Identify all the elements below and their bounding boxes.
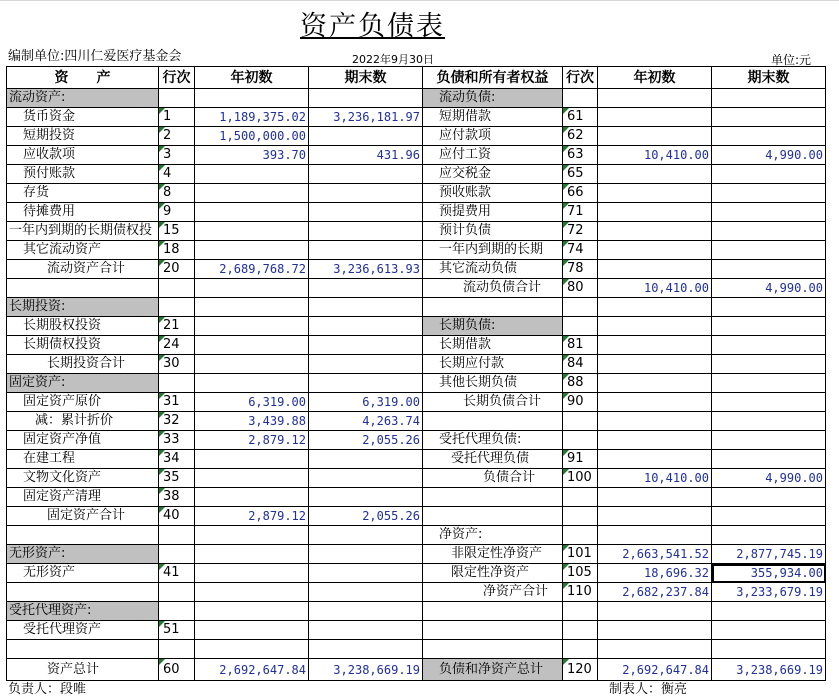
amount-cell[interactable] xyxy=(309,279,423,298)
line-number-cell[interactable]: 120 xyxy=(563,659,598,681)
line-number-cell[interactable]: 80 xyxy=(563,279,598,298)
line-number-cell[interactable]: 101 xyxy=(563,545,598,564)
amount-cell[interactable] xyxy=(712,203,826,222)
line-number-cell[interactable] xyxy=(563,431,598,450)
liability-item-cell[interactable]: 其它流动负债 xyxy=(423,260,563,279)
amount-cell[interactable] xyxy=(195,298,309,317)
table-row xyxy=(7,412,826,431)
line-number-cell[interactable]: 110 xyxy=(563,583,598,602)
header-row xyxy=(7,67,826,89)
asset-item-cell[interactable] xyxy=(7,526,159,545)
amount-cell[interactable] xyxy=(195,203,309,222)
asset-item-cell[interactable]: 长期股权投资 xyxy=(7,317,159,336)
amount-cell[interactable] xyxy=(195,488,309,507)
amount-cell[interactable] xyxy=(598,298,712,317)
line-number-cell[interactable] xyxy=(563,602,598,621)
line-number-cell[interactable]: 20 xyxy=(159,260,195,279)
amount-cell[interactable]: 431.96 xyxy=(309,146,423,165)
asset-item-cell[interactable]: 无形资产 xyxy=(7,564,159,583)
amount-cell[interactable] xyxy=(195,89,309,108)
amount-cell[interactable] xyxy=(712,374,826,393)
table-row xyxy=(7,298,826,317)
line-number-cell[interactable] xyxy=(563,621,598,640)
amount-cell[interactable] xyxy=(195,165,309,184)
line-number-cell[interactable]: 32 xyxy=(159,412,195,431)
amount-cell[interactable] xyxy=(712,184,826,203)
asset-item-cell[interactable]: 短期投资 xyxy=(7,127,159,146)
line-number-cell[interactable]: 78 xyxy=(563,260,598,279)
table-row xyxy=(7,450,826,469)
amount-cell[interactable] xyxy=(598,507,712,526)
asset-item-cell[interactable]: 受托代理资产: xyxy=(7,602,159,621)
line-number-cell[interactable]: 90 xyxy=(563,393,598,412)
line-number-cell[interactable]: 8 xyxy=(159,184,195,203)
amount-cell[interactable] xyxy=(195,602,309,621)
line-number-cell[interactable]: 91 xyxy=(563,450,598,469)
amount-cell[interactable] xyxy=(598,526,712,545)
amount-cell[interactable]: 2,689,768.72 xyxy=(195,260,309,279)
amount-cell[interactable] xyxy=(712,621,826,640)
asset-item-cell[interactable]: 流动资产: xyxy=(7,89,159,108)
asset-item-cell[interactable]: 存货 xyxy=(7,184,159,203)
table-row xyxy=(7,583,826,602)
amount-cell[interactable] xyxy=(712,336,826,355)
line-number-cell[interactable]: 63 xyxy=(563,146,598,165)
liability-item-cell[interactable] xyxy=(423,412,563,431)
amount-cell[interactable] xyxy=(309,621,423,640)
liability-item-cell[interactable]: 预收账款 xyxy=(423,184,563,203)
amount-cell[interactable] xyxy=(598,602,712,621)
liability-item-cell[interactable]: 应交税金 xyxy=(423,165,563,184)
amount-cell[interactable] xyxy=(712,260,826,279)
line-number-cell[interactable]: 84 xyxy=(563,355,598,374)
liability-item-cell[interactable]: 长期应付款 xyxy=(423,355,563,374)
line-number-cell[interactable] xyxy=(159,602,195,621)
line-number-cell[interactable] xyxy=(563,507,598,526)
line-number-cell[interactable] xyxy=(563,89,598,108)
line-number-cell[interactable]: 4 xyxy=(159,165,195,184)
report-date: 2022年9月30日 xyxy=(352,53,434,66)
line-number-cell[interactable]: 61 xyxy=(563,108,598,127)
amount-cell[interactable] xyxy=(598,108,712,127)
amount-cell[interactable]: 10,410.00 xyxy=(598,146,712,165)
line-number-cell[interactable] xyxy=(159,526,195,545)
amount-cell[interactable]: 6,319.00 xyxy=(195,393,309,412)
line-number-cell[interactable]: 65 xyxy=(563,165,598,184)
line-number-cell[interactable]: 72 xyxy=(563,222,598,241)
line-number-cell[interactable] xyxy=(159,545,195,564)
amount-cell[interactable] xyxy=(195,279,309,298)
asset-item-cell[interactable]: 货币资金 xyxy=(7,108,159,127)
liability-item-cell[interactable]: 流动负债合计 xyxy=(423,279,563,298)
amount-cell[interactable] xyxy=(195,640,309,659)
amount-cell[interactable] xyxy=(309,488,423,507)
amount-cell[interactable] xyxy=(598,241,712,260)
amount-cell[interactable] xyxy=(195,184,309,203)
amount-cell[interactable] xyxy=(195,317,309,336)
liability-item-cell[interactable]: 长期负债: xyxy=(423,317,563,336)
line-number-cell[interactable]: 24 xyxy=(159,336,195,355)
amount-cell[interactable] xyxy=(309,222,423,241)
amount-cell[interactable]: 1,500,000.00 xyxy=(195,127,309,146)
amount-cell[interactable] xyxy=(712,488,826,507)
amount-cell[interactable] xyxy=(309,545,423,564)
amount-cell[interactable] xyxy=(195,336,309,355)
line-number-cell[interactable]: 41 xyxy=(159,564,195,583)
line-number-cell[interactable] xyxy=(563,412,598,431)
line-number-cell[interactable]: 15 xyxy=(159,222,195,241)
table-row xyxy=(7,336,826,355)
liability-item-cell[interactable] xyxy=(423,298,563,317)
amount-cell[interactable] xyxy=(195,355,309,374)
amount-cell[interactable] xyxy=(598,317,712,336)
liability-item-cell[interactable]: 长期负债合计 xyxy=(423,393,563,412)
table-row xyxy=(7,469,826,488)
line-number-cell[interactable] xyxy=(159,583,195,602)
amount-cell[interactable] xyxy=(712,355,826,374)
line-number-cell[interactable]: 33 xyxy=(159,431,195,450)
asset-item-cell[interactable]: 受托代理资产 xyxy=(7,621,159,640)
amount-cell[interactable]: 355,934.00 xyxy=(712,564,826,583)
amount-cell[interactable] xyxy=(598,89,712,108)
table-row xyxy=(7,89,826,108)
asset-item-cell[interactable] xyxy=(7,640,159,659)
table-row xyxy=(7,507,826,526)
amount-cell[interactable]: 2,682,237.84 xyxy=(598,583,712,602)
amount-cell[interactable] xyxy=(598,203,712,222)
table-row xyxy=(7,127,826,146)
amount-cell[interactable] xyxy=(309,602,423,621)
amount-cell[interactable]: 10,410.00 xyxy=(598,469,712,488)
currency-unit: 单位:元 xyxy=(771,53,812,67)
asset-item-cell[interactable]: 固定资产清理 xyxy=(7,488,159,507)
amount-cell[interactable] xyxy=(712,317,826,336)
line-number-cell[interactable]: 18 xyxy=(159,241,195,260)
liability-item-cell[interactable]: 一年内到期的长期 xyxy=(423,241,563,260)
liability-item-cell[interactable]: 净资产合计 xyxy=(423,583,563,602)
page-title: 资产负债表 xyxy=(300,11,445,42)
asset-item-cell[interactable]: 预付账款 xyxy=(7,165,159,184)
amount-cell[interactable] xyxy=(195,241,309,260)
amount-cell[interactable] xyxy=(309,298,423,317)
amount-cell[interactable] xyxy=(309,450,423,469)
line-number-cell[interactable] xyxy=(159,279,195,298)
liability-item-cell[interactable]: 非限定性净资产 xyxy=(423,545,563,564)
amount-cell[interactable] xyxy=(712,412,826,431)
col-header-line-no-2[interactable]: 行次 xyxy=(563,67,598,89)
amount-cell[interactable] xyxy=(309,317,423,336)
amount-cell[interactable] xyxy=(598,165,712,184)
amount-cell[interactable]: 3,236,613.93 xyxy=(309,260,423,279)
amount-cell[interactable] xyxy=(598,374,712,393)
col-header-line-no[interactable]: 行次 xyxy=(159,67,195,89)
asset-item-cell[interactable]: 长期投资: xyxy=(7,298,159,317)
amount-cell[interactable] xyxy=(712,602,826,621)
amount-cell[interactable]: 10,410.00 xyxy=(598,279,712,298)
amount-cell[interactable]: 2,877,745.19 xyxy=(712,545,826,564)
preparer: 制表人：衡亮 xyxy=(609,682,688,697)
amount-cell[interactable] xyxy=(712,431,826,450)
amount-cell[interactable] xyxy=(309,89,423,108)
asset-item-cell[interactable]: 在建工程 xyxy=(7,450,159,469)
amount-cell[interactable] xyxy=(598,431,712,450)
amount-cell[interactable] xyxy=(598,412,712,431)
line-number-cell[interactable]: 81 xyxy=(563,336,598,355)
asset-item-cell[interactable]: 其它流动资产 xyxy=(7,241,159,260)
col-header-end-2[interactable]: 期末数 xyxy=(712,67,826,89)
asset-item-cell[interactable]: 流动资产合计 xyxy=(7,260,159,279)
liability-item-cell[interactable]: 负债合计 xyxy=(423,469,563,488)
amount-cell[interactable] xyxy=(195,222,309,241)
amount-cell[interactable] xyxy=(195,374,309,393)
amount-cell[interactable] xyxy=(712,450,826,469)
line-number-cell[interactable] xyxy=(159,298,195,317)
amount-cell[interactable]: 2,879.12 xyxy=(195,507,309,526)
balance-sheet-table xyxy=(6,66,826,681)
line-number-cell[interactable]: 2 xyxy=(159,127,195,146)
line-number-cell[interactable]: 60 xyxy=(159,659,195,681)
table-row xyxy=(7,621,826,640)
asset-item-cell[interactable]: 固定资产合计 xyxy=(7,507,159,526)
amount-cell[interactable]: 393.70 xyxy=(195,146,309,165)
line-number-cell[interactable] xyxy=(563,640,598,659)
table-row xyxy=(7,640,826,659)
amount-cell[interactable] xyxy=(195,621,309,640)
table-row xyxy=(7,355,826,374)
amount-cell[interactable] xyxy=(309,165,423,184)
table-row xyxy=(7,222,826,241)
amount-cell[interactable]: 18,696.32 xyxy=(598,564,712,583)
table-row xyxy=(7,431,826,450)
col-header-begin[interactable]: 年初数 xyxy=(195,67,309,89)
line-number-cell[interactable]: 62 xyxy=(563,127,598,146)
asset-item-cell[interactable]: 一年内到期的长期债权投 xyxy=(7,222,159,241)
amount-cell[interactable] xyxy=(598,184,712,203)
amount-cell[interactable] xyxy=(195,564,309,583)
amount-cell[interactable]: 4,990.00 xyxy=(712,279,826,298)
asset-item-cell[interactable]: 固定资产原价 xyxy=(7,393,159,412)
liability-item-cell[interactable]: 流动负债: xyxy=(423,89,563,108)
liability-item-cell[interactable] xyxy=(423,621,563,640)
amount-cell[interactable] xyxy=(712,393,826,412)
line-number-cell[interactable] xyxy=(159,640,195,659)
liability-item-cell[interactable]: 应付款项 xyxy=(423,127,563,146)
line-number-cell[interactable] xyxy=(159,374,195,393)
line-number-cell[interactable]: 38 xyxy=(159,488,195,507)
line-number-cell[interactable] xyxy=(563,317,598,336)
line-number-cell[interactable]: 35 xyxy=(159,469,195,488)
table-row xyxy=(7,602,826,621)
amount-cell[interactable]: 3,236,181.97 xyxy=(309,108,423,127)
amount-cell[interactable]: 4,990.00 xyxy=(712,469,826,488)
table-row xyxy=(7,108,826,127)
asset-item-cell[interactable] xyxy=(7,583,159,602)
amount-cell[interactable] xyxy=(598,127,712,146)
line-number-cell[interactable] xyxy=(563,526,598,545)
asset-item-cell[interactable] xyxy=(7,279,159,298)
amount-cell[interactable] xyxy=(309,374,423,393)
asset-item-cell[interactable]: 长期债权投资 xyxy=(7,336,159,355)
line-number-cell[interactable] xyxy=(563,298,598,317)
line-number-cell[interactable]: 105 xyxy=(563,564,598,583)
amount-cell[interactable] xyxy=(712,241,826,260)
table-row xyxy=(7,659,826,681)
liability-item-cell[interactable]: 预计负债 xyxy=(423,222,563,241)
amount-cell[interactable] xyxy=(309,526,423,545)
table-row xyxy=(7,393,826,412)
table-row xyxy=(7,545,826,564)
amount-cell[interactable]: 3,238,669.19 xyxy=(309,659,423,681)
asset-item-cell[interactable]: 固定资产: xyxy=(7,374,159,393)
liability-item-cell[interactable] xyxy=(423,602,563,621)
amount-cell[interactable] xyxy=(598,260,712,279)
amount-cell[interactable] xyxy=(309,184,423,203)
asset-item-cell[interactable]: 长期投资合计 xyxy=(7,355,159,374)
asset-item-cell[interactable]: 资产总计 xyxy=(7,659,159,681)
amount-cell[interactable] xyxy=(712,89,826,108)
table-row xyxy=(7,317,826,336)
amount-cell[interactable] xyxy=(598,222,712,241)
line-number-cell[interactable]: 21 xyxy=(159,317,195,336)
table-row xyxy=(7,203,826,222)
col-header-assets[interactable]: 资 产 xyxy=(7,67,159,89)
table-row xyxy=(7,241,826,260)
amount-cell[interactable] xyxy=(598,488,712,507)
col-header-begin-2[interactable]: 年初数 xyxy=(598,67,712,89)
col-header-end[interactable]: 期末数 xyxy=(309,67,423,89)
amount-cell[interactable] xyxy=(712,108,826,127)
amount-cell[interactable] xyxy=(309,203,423,222)
amount-cell[interactable]: 2,055.26 xyxy=(309,507,423,526)
reporting-unit: 编制单位:四川仁爱医疗基金会 xyxy=(8,49,182,64)
amount-cell[interactable] xyxy=(309,355,423,374)
line-number-cell[interactable]: 3 xyxy=(159,146,195,165)
liability-item-cell[interactable]: 受托代理负债 xyxy=(423,450,563,469)
asset-item-cell[interactable]: 固定资产净值 xyxy=(7,431,159,450)
line-number-cell[interactable]: 9 xyxy=(159,203,195,222)
line-number-cell[interactable] xyxy=(563,488,598,507)
amount-cell[interactable]: 1,189,375.02 xyxy=(195,108,309,127)
amount-cell[interactable]: 2,692,647.84 xyxy=(598,659,712,681)
line-number-cell[interactable]: 100 xyxy=(563,469,598,488)
line-number-cell[interactable]: 1 xyxy=(159,108,195,127)
amount-cell[interactable] xyxy=(309,336,423,355)
asset-item-cell[interactable]: 无形资产: xyxy=(7,545,159,564)
amount-cell[interactable] xyxy=(309,583,423,602)
amount-cell[interactable] xyxy=(712,526,826,545)
table-row xyxy=(7,564,826,583)
liability-item-cell[interactable] xyxy=(423,640,563,659)
asset-item-cell[interactable]: 减：累计折价 xyxy=(7,412,159,431)
amount-cell[interactable] xyxy=(309,640,423,659)
amount-cell[interactable] xyxy=(195,526,309,545)
table-row xyxy=(7,184,826,203)
table-row xyxy=(7,526,826,545)
amount-cell[interactable]: 2,055.26 xyxy=(309,431,423,450)
amount-cell[interactable] xyxy=(195,469,309,488)
amount-cell[interactable] xyxy=(598,450,712,469)
amount-cell[interactable] xyxy=(309,241,423,260)
amount-cell[interactable]: 2,692,647.84 xyxy=(195,659,309,681)
amount-cell[interactable]: 3,439.88 xyxy=(195,412,309,431)
amount-cell[interactable] xyxy=(195,583,309,602)
table-row xyxy=(7,488,826,507)
liability-item-cell[interactable]: 预提费用 xyxy=(423,203,563,222)
liability-item-cell[interactable]: 受托代理负债: xyxy=(423,431,563,450)
amount-cell[interactable] xyxy=(309,564,423,583)
amount-cell[interactable]: 2,879.12 xyxy=(195,431,309,450)
liability-item-cell[interactable]: 限定性净资产 xyxy=(423,564,563,583)
liability-item-cell[interactable]: 净资产: xyxy=(423,526,563,545)
line-number-cell[interactable]: 74 xyxy=(563,241,598,260)
table-row xyxy=(7,165,826,184)
amount-cell[interactable] xyxy=(712,507,826,526)
asset-item-cell[interactable]: 应收款项 xyxy=(7,146,159,165)
line-number-cell[interactable]: 88 xyxy=(563,374,598,393)
col-header-liabilities[interactable]: 负债和所有者权益 xyxy=(423,67,563,89)
table-row xyxy=(7,146,826,165)
liability-item-cell[interactable]: 短期借款 xyxy=(423,108,563,127)
amount-cell[interactable] xyxy=(712,165,826,184)
amount-cell[interactable] xyxy=(195,450,309,469)
amount-cell[interactable] xyxy=(195,545,309,564)
liability-item-cell[interactable] xyxy=(423,488,563,507)
amount-cell[interactable] xyxy=(598,355,712,374)
line-number-cell[interactable]: 71 xyxy=(563,203,598,222)
amount-cell[interactable] xyxy=(598,621,712,640)
table-row xyxy=(7,260,826,279)
liability-item-cell[interactable]: 负债和净资产总计 xyxy=(423,659,563,681)
amount-cell[interactable] xyxy=(712,298,826,317)
amount-cell[interactable]: 4,263.74 xyxy=(309,412,423,431)
amount-cell[interactable]: 3,238,669.19 xyxy=(712,659,826,681)
amount-cell[interactable] xyxy=(712,640,826,659)
table-row xyxy=(7,374,826,393)
amount-cell[interactable]: 2,663,541.52 xyxy=(598,545,712,564)
line-number-cell[interactable]: 40 xyxy=(159,507,195,526)
amount-cell[interactable] xyxy=(598,640,712,659)
amount-cell[interactable] xyxy=(309,127,423,146)
amount-cell[interactable] xyxy=(598,336,712,355)
responsible-person: 负责人：段唯 xyxy=(8,682,87,697)
amount-cell[interactable] xyxy=(309,469,423,488)
amount-cell[interactable]: 3,233,679.19 xyxy=(712,583,826,602)
line-number-cell[interactable]: 30 xyxy=(159,355,195,374)
asset-item-cell[interactable]: 待摊费用 xyxy=(7,203,159,222)
asset-item-cell[interactable]: 文物文化资产 xyxy=(7,469,159,488)
line-number-cell[interactable]: 66 xyxy=(563,184,598,203)
liability-item-cell[interactable]: 其他长期负债 xyxy=(423,374,563,393)
line-number-cell[interactable]: 34 xyxy=(159,450,195,469)
table-row xyxy=(7,279,826,298)
amount-cell[interactable] xyxy=(598,393,712,412)
line-number-cell[interactable] xyxy=(159,89,195,108)
amount-cell[interactable] xyxy=(712,127,826,146)
liability-item-cell[interactable] xyxy=(423,507,563,526)
amount-cell[interactable] xyxy=(712,222,826,241)
line-number-cell[interactable]: 51 xyxy=(159,621,195,640)
amount-cell[interactable]: 4,990.00 xyxy=(712,146,826,165)
liability-item-cell[interactable]: 应付工资 xyxy=(423,146,563,165)
liability-item-cell[interactable]: 长期借款 xyxy=(423,336,563,355)
amount-cell[interactable]: 6,319.00 xyxy=(309,393,423,412)
line-number-cell[interactable]: 31 xyxy=(159,393,195,412)
